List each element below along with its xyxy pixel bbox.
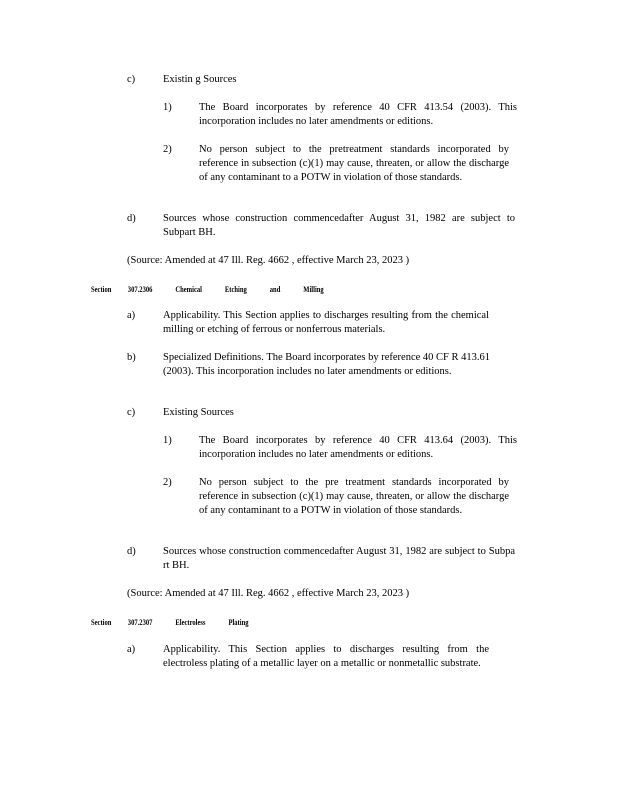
section-word: Section [91,618,112,627]
item-2-text: No person subject to the pretreatment standards incorporated by reference in subsection (c)(1) may cause, threaten, or allow the discharge of any contaminant to a POTW in violation of those standards. [199,144,509,183]
item-2-label: 2) [163,144,172,155]
subsection-d-text: Sources whose construction commencedafter August 31, 1982 are subject to Subpart BH. [163,213,515,238]
item-1-label: 1) [163,435,172,446]
item-1-text: The Board incorporates by reference 40 CFR 413.54 (2003). This incorporation includes no later amendments or editions. [199,102,517,127]
subsection-a-text: Applicability. This Section applies to discharges resulting from the electroless plating of a metallic layer on a metallic or nonmetallic substrate. [163,644,489,669]
section-heading [91,616,249,630]
subsection-d-label: d) [127,213,136,224]
section-number: 307.2307 [127,618,153,627]
subsection-b-text: Specialized Definitions. The Board incorporates by reference 40 CF R 413.61 (2003). This incorporation includes no later amendments or editions. [163,352,490,377]
subsection-d-label: d) [127,546,136,557]
subsection-a-label: a) [127,310,136,321]
section-word: Section [91,285,112,294]
item-1-label: 1) [163,102,172,113]
subsection-d-text: Sources whose construction commencedafter August 31, 1982 are subject to Subpa rt BH. [163,546,515,571]
section-title: Electroless Plating [175,618,249,627]
subsection-a-text: Applicability. This Section applies to discharges resulting from the chemical milling or etching of ferrous or nonferrous materials. [163,310,489,335]
item-1-text: The Board incorporates by reference 40 CFR 413.64 (2003). This incorporation includes no later amendments or editions. [199,435,517,460]
item-2-label: 2) [163,477,172,488]
item-2-text: No person subject to the pre treatment standards incorporated by reference in subsection (c)(1) may cause, threaten, or allow the discharge of any contaminant to a POTW in violation of those standards. [199,477,509,516]
source-note: (Source: Amended at 47 Ill. Reg. 4662 , effective March 23, 2023 ) [127,255,410,266]
source-note: (Source: Amended at 47 Ill. Reg. 4662 , effective March 23, 2023 ) [127,588,410,599]
subsection-a-label: a) [127,644,136,655]
subsection-c-heading: Existin g Sources [163,74,237,85]
subsection-b-label: b) [127,352,136,363]
section-number: 307.2306 [127,285,153,294]
section-heading [91,283,324,297]
subsection-c-label: c) [127,74,136,85]
subsection-c-label: c) [127,407,136,418]
subsection-c-heading: Existing Sources [163,407,234,418]
section-title: Chemical Etching and Milling [175,285,324,294]
